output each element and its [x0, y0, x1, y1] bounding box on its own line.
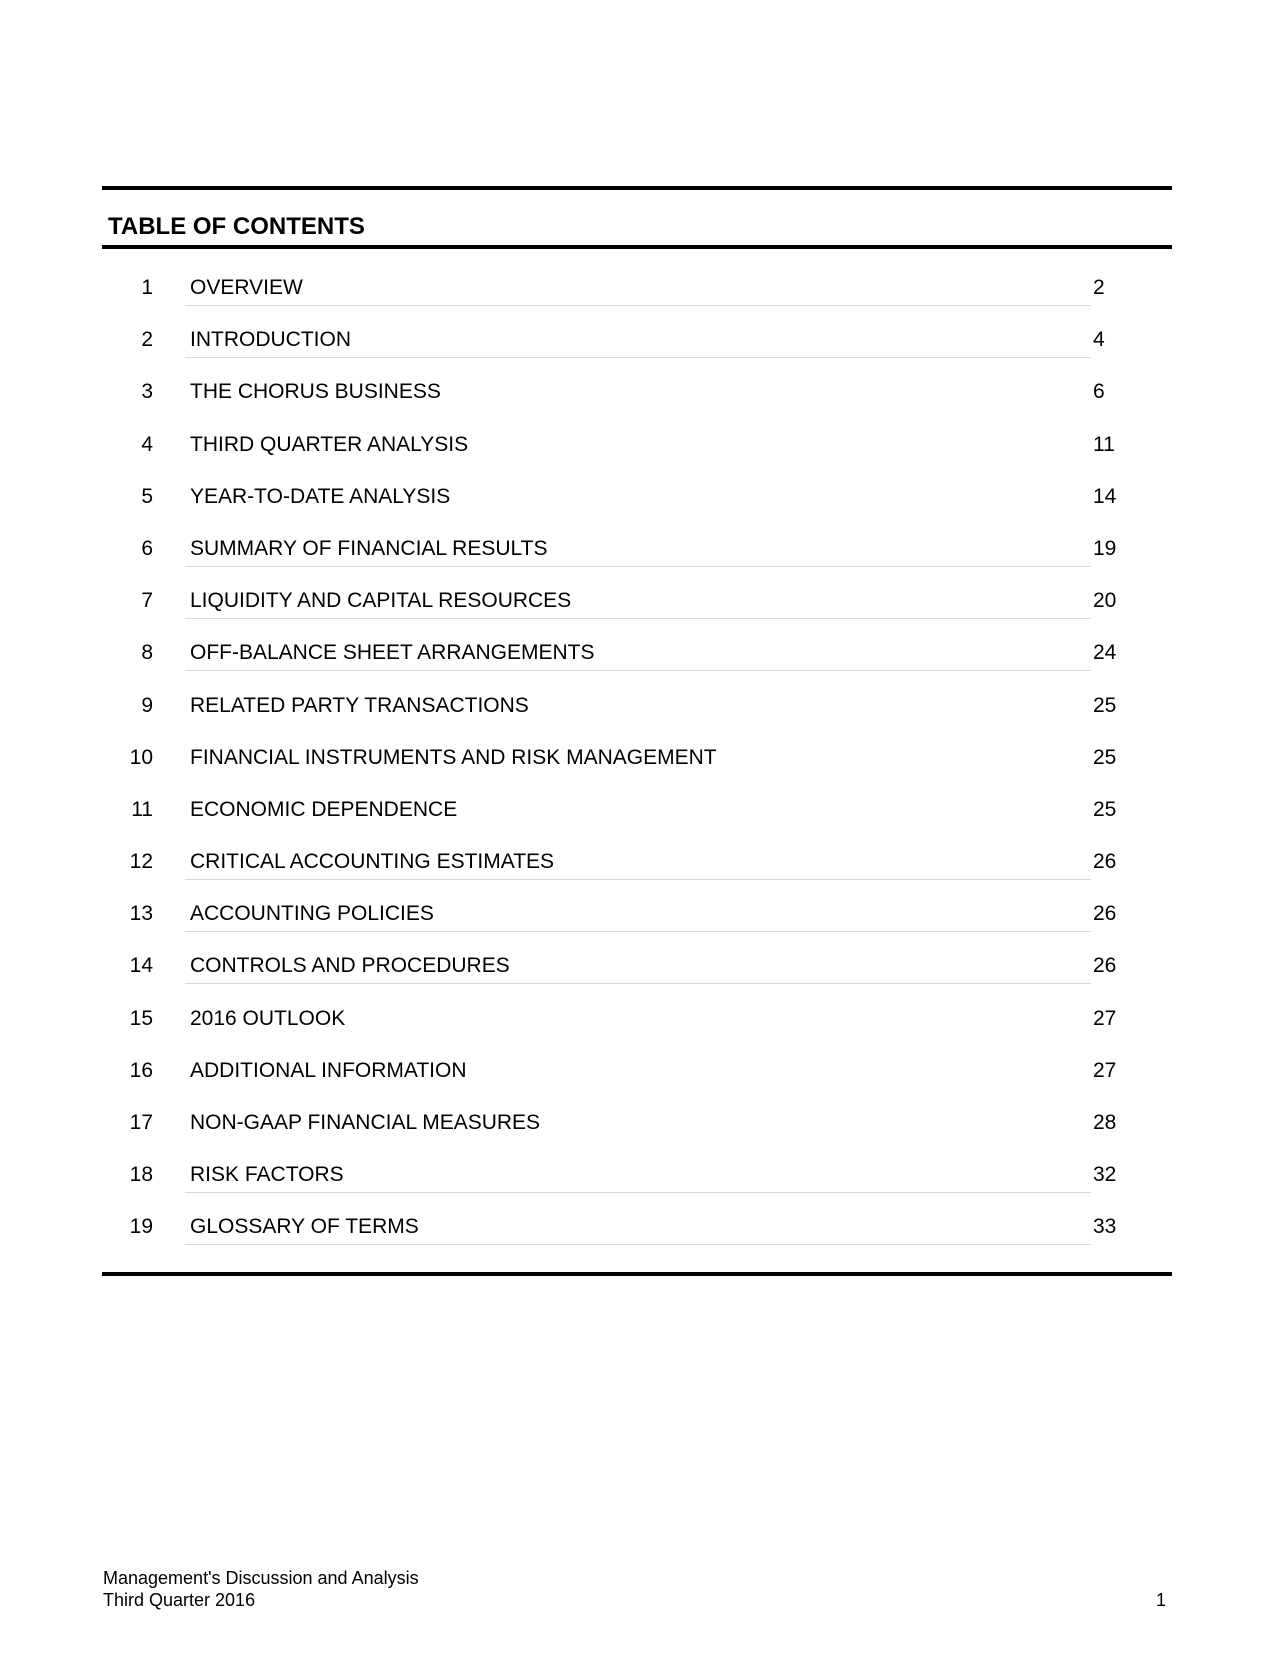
- toc-entry-number: 2: [141, 328, 153, 352]
- toc-entry[interactable]: [102, 628, 1172, 680]
- toc-entry[interactable]: [102, 263, 1172, 315]
- toc-entry-page: 2: [1093, 276, 1105, 299]
- toc-entry-page: 26: [1093, 850, 1117, 874]
- toc-entry-number: 3: [141, 380, 153, 404]
- toc-entry-label[interactable]: CONTROLS AND PROCEDURES: [190, 954, 510, 978]
- toc-entry-number: 18: [129, 1163, 153, 1187]
- toc-entry[interactable]: [102, 367, 1172, 419]
- footer-page-number: 1: [1155, 1590, 1166, 1610]
- toc-entry-label[interactable]: YEAR-TO-DATE ANALYSIS: [190, 484, 451, 508]
- toc-entry[interactable]: [102, 1098, 1172, 1150]
- toc-entry-number: 10: [129, 745, 153, 769]
- toc-entry[interactable]: [102, 315, 1172, 367]
- toc-entry-label[interactable]: LIQUIDITY AND CAPITAL RESOURCES: [190, 589, 572, 613]
- toc-entry-page: 33: [1093, 1215, 1117, 1239]
- toc-entry-label[interactable]: THIRD QUARTER ANALYSIS: [190, 432, 469, 456]
- top-rule: [102, 186, 1172, 190]
- toc-entry-label[interactable]: INTRODUCTION: [190, 328, 351, 352]
- toc-entry-label[interactable]: ECONOMIC DEPENDENCE: [190, 797, 458, 821]
- footer-line-2: Third Quarter 2016: [103, 1590, 256, 1610]
- toc-entry-number: 4: [141, 432, 153, 456]
- toc-entry[interactable]: [102, 837, 1172, 889]
- toc-entry[interactable]: [102, 889, 1172, 941]
- footer-document-info: [103, 1567, 419, 1611]
- toc-entry-label[interactable]: NON-GAAP FINANCIAL MEASURES: [190, 1111, 541, 1134]
- toc-entry-number: 13: [129, 902, 153, 926]
- toc-entry[interactable]: [102, 1046, 1172, 1098]
- toc-entry-page: 27: [1093, 1058, 1117, 1082]
- toc-entry-number: 16: [129, 1058, 153, 1082]
- toc-entry[interactable]: [102, 941, 1172, 993]
- toc-entry-page: 14: [1093, 484, 1117, 508]
- toc-entry-number: 19: [129, 1215, 153, 1239]
- toc-entry-number: 9: [141, 693, 153, 717]
- toc-entry-number: 14: [129, 954, 153, 978]
- toc-entry-number: 11: [131, 797, 153, 821]
- toc-entry-page: 25: [1093, 745, 1117, 769]
- toc-entry-page: 6: [1093, 380, 1105, 404]
- toc-entry-page: 24: [1093, 641, 1117, 665]
- footer-line-1: Management's Discussion and Analysis: [103, 1568, 419, 1588]
- toc-entry-page: 27: [1093, 1006, 1117, 1030]
- toc-entry-label[interactable]: GLOSSARY OF TERMS: [190, 1215, 419, 1239]
- toc-entry-label[interactable]: RELATED PARTY TRANSACTIONS: [190, 693, 529, 717]
- toc-entry-label[interactable]: OVERVIEW: [190, 276, 303, 299]
- toc-entry-page: 26: [1093, 902, 1117, 926]
- toc-entry[interactable]: [102, 733, 1172, 785]
- toc-title: TABLE OF CONTENTS: [108, 213, 365, 240]
- toc-entry-label[interactable]: OFF-BALANCE SHEET ARRANGEMENTS: [190, 641, 595, 665]
- toc-entry-label[interactable]: RISK FACTORS: [190, 1163, 344, 1187]
- toc-entry-number: 15: [129, 1006, 153, 1030]
- toc-entry[interactable]: [102, 1202, 1172, 1254]
- toc-entry-page: 19: [1093, 536, 1117, 560]
- toc-entry-number: 8: [141, 641, 153, 665]
- toc-entry-label[interactable]: SUMMARY OF FINANCIAL RESULTS: [190, 536, 548, 560]
- toc-entry-label[interactable]: ACCOUNTING POLICIES: [190, 902, 434, 926]
- toc-entry-page: 32: [1093, 1163, 1117, 1187]
- toc-entry-number: 7: [141, 589, 153, 613]
- toc-entry[interactable]: [102, 524, 1172, 576]
- toc-entry-label[interactable]: THE CHORUS BUSINESS: [190, 380, 441, 404]
- toc-entry[interactable]: [102, 472, 1172, 524]
- toc-entry-page: 4: [1093, 328, 1105, 352]
- toc-entry-number: 1: [141, 276, 153, 299]
- toc-entry[interactable]: [102, 785, 1172, 837]
- toc-entry-page: 26: [1093, 954, 1117, 978]
- toc-entry-page: 20: [1093, 589, 1117, 613]
- toc-entry[interactable]: [102, 681, 1172, 733]
- toc-entry-number: 17: [129, 1111, 153, 1134]
- toc-entry-label[interactable]: CRITICAL ACCOUNTING ESTIMATES: [190, 850, 555, 874]
- toc-entry[interactable]: [102, 1150, 1172, 1202]
- toc-entry-page: 11: [1093, 432, 1115, 456]
- toc-entry[interactable]: [102, 420, 1172, 472]
- toc-entry-label[interactable]: 2016 OUTLOOK: [190, 1006, 346, 1030]
- toc-entry-label[interactable]: ADDITIONAL INFORMATION: [190, 1058, 467, 1082]
- toc-entry-page: 25: [1093, 693, 1117, 717]
- toc-entry[interactable]: [102, 994, 1172, 1046]
- toc-entry-number: 5: [141, 484, 153, 508]
- toc-entry-number: 6: [141, 536, 153, 560]
- bottom-rule: [102, 1272, 1172, 1276]
- toc-entry-page: 25: [1093, 797, 1117, 821]
- toc-entry[interactable]: [102, 576, 1172, 628]
- toc-entry-page: 28: [1093, 1111, 1117, 1134]
- toc-list: [102, 263, 1172, 1255]
- toc-entry-label[interactable]: FINANCIAL INSTRUMENTS AND RISK MANAGEMENT: [190, 745, 717, 769]
- toc-entry-number: 12: [129, 850, 153, 874]
- title-rule: [102, 245, 1172, 249]
